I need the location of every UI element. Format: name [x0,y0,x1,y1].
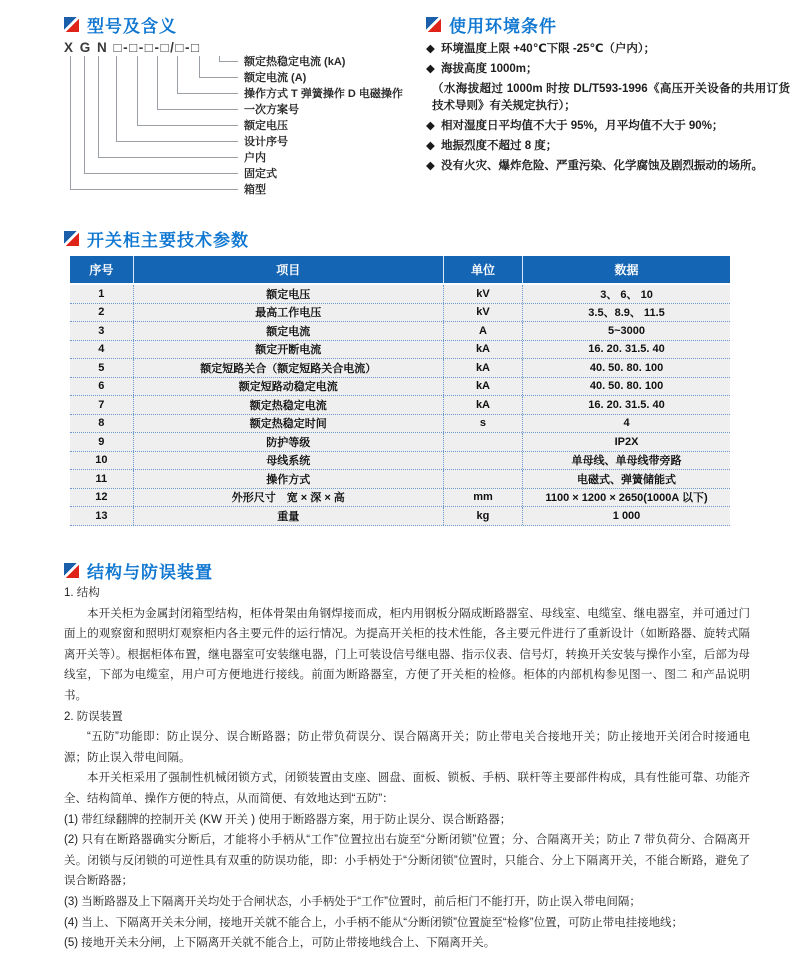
section-title-model [64,12,177,37]
cell-index: 10 [95,454,108,467]
env-condition-item: ◆ 没有火灾、爆炸危险、严重污染、化学腐蚀及剧烈振动的场所。 [426,158,790,175]
cell-unit: kV [443,285,522,303]
diamond-bullet-icon: ◆ [426,120,435,132]
header-unit: 单位 [443,256,522,283]
structure-list-item: (4) 当上、下隔离开关未分闸，接地开关就不能合上，小手柄不能从“分断闭锁”位置旋至“检修”位置，可防止带电挂接地线； [64,916,684,929]
structure-subheading: 2. 防误装置 [64,710,123,723]
diamond-bullet-icon: ◆ [426,140,435,152]
cell-item: 额定电流 [133,322,443,340]
env-condition-note: （水海拔超过 1000m 时按 DL/T593-1996《高压开关设备的共用订货技术导则》有关规定执行）； [432,83,790,112]
cell-index: 6 [98,380,105,393]
environment-conditions-list [426,41,790,178]
table-row [70,433,730,452]
table-body [70,285,730,526]
cell-unit: kV [443,304,522,322]
cell-index: 11 [95,472,108,485]
cell-data: 3.5、8.9、 11.5 [522,304,730,322]
section-title-text: 结构与防误装置 [87,563,213,582]
section-marker-icon [64,231,79,246]
env-condition-item: ◆ 相对湿度日平均值不大于 95%，月平均值不大于 90%； [426,118,790,135]
cell-data: 1 000 [522,507,730,525]
model-label: 箱型 [244,184,266,196]
cell-data: 16. 20. 31.5. 40 [522,396,730,414]
cell-data: 1100 × 1200 × 2650(1000A 以下) [522,489,730,507]
env-condition-item: ◆ 地振烈度不超过 8 度； [426,138,790,155]
cell-index: 5 [98,361,105,374]
diamond-bullet-icon: ◆ [426,160,435,172]
table-row [70,470,730,489]
table-row [70,341,730,360]
section-marker-icon [64,563,79,578]
cell-index: 12 [95,491,108,504]
model-label: 额定电流 (A) [244,72,307,84]
header-index: 序号 [89,263,114,277]
table-row [70,489,730,508]
model-code: X G N □-□-□-□/□-□ [64,40,201,55]
structure-subheading: 1. 结构 [64,587,100,599]
model-label: 额定电压 [244,120,288,132]
section-title-environment [426,12,557,37]
cell-unit [443,470,522,488]
cell-unit: kA [443,359,522,377]
env-condition-item: ◆ 海拔高度 1000m； [426,61,790,78]
cell-data: 5~3000 [522,322,730,340]
section-marker-icon [64,17,79,32]
cell-index: 9 [98,435,105,448]
cell-item: 最高工作电压 [133,304,443,322]
cell-item: 额定开断电流 [133,341,443,359]
cell-index: 7 [98,398,105,411]
section-title-text: 型号及含义 [87,17,177,36]
section-marker-icon [426,17,441,32]
structure-list-item: (1) 带红绿翻牌的控制开关 (KW 开关 ) 使用于断路器方案，用于防止误分、误合断路器； [64,813,512,826]
structure-paragraph: “五防”功能即：防止误分、误合断路器；防止带负荷误分、误合隔离开关；防止带电关合接地开关；防止接地开关闭合时接通电源；防止误入带电间隔。 [64,731,750,764]
cell-unit: kg [443,507,522,525]
structure-text-block [64,583,750,954]
cell-item: 外形尺寸 宽 × 深 × 高 [133,489,443,507]
cell-unit: mm [443,489,522,507]
section-title-text: 使用环境条件 [449,17,557,36]
model-label: 操作方式 T 弹簧操作 D 电磁操作 [244,88,403,100]
diamond-bullet-icon: ◆ [426,43,435,55]
structure-list-item: (2) 只有在断路器确实分断后，才能将小手柄从“工作”位置拉出右旋至“分断闭锁”位置；分、合隔离开关；防止 7 带负荷分、合隔离开关。闭锁与反闭锁的可逆性具有双重的防误功能，即：小手柄处于“分断闭锁”位置时，只能合、分上下隔离开关，不能合断路，避免了误合断路器； [64,834,750,888]
cell-item: 防护等级 [133,433,443,451]
structure-list-item: (5) 接地开关未分闸，上下隔离开关就不能合上，可防止带接地线合上、下隔离开关。 [64,937,496,950]
cell-data: 电磁式、弹簧储能式 [522,470,730,488]
table-row [70,507,730,526]
table-row [70,359,730,378]
env-condition-item: ◆ 环境温度上限 +40℃下限 -25℃（户内）； [426,41,790,58]
header-item: 项目 [133,256,443,283]
structure-list-item: (3) 当断路器及上下隔离开关均处于合闸状态，小手柄处于“工作”位置时，前后柜门不能打开，防止误入带电间隔； [64,895,641,908]
diamond-bullet-icon: ◆ [426,63,435,75]
cell-index: 8 [98,417,105,430]
cell-data: 3、 6、 10 [522,285,730,303]
table-row [70,452,730,471]
model-label: 设计序号 [244,136,288,148]
cell-unit [443,452,522,470]
cell-data: IP2X [522,433,730,451]
cell-data: 40. 50. 80. 100 [522,359,730,377]
structure-paragraph: 本开关柜为金属封闭箱型结构，柜体骨架由角钢焊接而成，柜内用钢板分隔成断路器室、母线室、电缆室、继电器室，并可通过门面上的观察窗和照明灯观察柜内各主要元件的运行情况。为提高开关柜的技术性能，各主要元件进行了重新设计（如断路器、旋转式隔离开关等）。根据柜体布置，继电器室可安装继电器，门上可装设信号继电器、指示仪表、信号灯，转换开关安装与操作小室，后部为母线室，下部为电缆室，用户可方便地进行接线。前面为断路器室，方便了开关柜的检修。柜体的内部机构参见图一、图二 和产品说明书。 [64,607,750,702]
cell-unit: A [443,322,522,340]
cell-item: 额定短路关合（额定短路关合电流） [133,359,443,377]
section-title-structure [64,558,213,583]
table-row [70,322,730,341]
cell-unit [443,433,522,451]
cell-item: 额定电压 [133,285,443,303]
table-row [70,396,730,415]
table-row [70,304,730,323]
cell-item: 额定热稳定电流 [133,396,443,414]
cell-data: 16. 20. 31.5. 40 [522,341,730,359]
cell-unit: kA [443,378,522,396]
cell-item: 母线系统 [133,452,443,470]
cell-data: 单母线、单母线带旁路 [522,452,730,470]
model-label: 一次方案号 [244,104,299,116]
cell-index: 13 [95,509,108,522]
cell-data: 40. 50. 80. 100 [522,378,730,396]
cell-index: 1 [98,287,105,300]
cell-index: 3 [98,324,105,337]
model-label: 户内 [244,152,266,164]
table-row [70,285,730,304]
structure-paragraph: 本开关柜采用了强制性机械闭锁方式，闭锁装置由支座、圆盘、面板、锁板、手柄、联杆等主要部件构成，具有性能可靠、功能齐全、结构简单、操作方便的特点，从而简便、有效地达到“五防”： [64,772,750,805]
cell-item: 操作方式 [133,470,443,488]
cell-data: 4 [522,415,730,433]
section-title-parameters [64,226,249,251]
model-label: 额定热稳定电流 (kA) [244,56,346,68]
cell-item: 额定热稳定时间 [133,415,443,433]
table-header-row [70,256,730,283]
table-row [70,415,730,434]
parameters-table [70,256,730,526]
cell-unit: s [443,415,522,433]
table-row [70,378,730,397]
cell-item: 重量 [133,507,443,525]
cell-item: 额定短路动稳定电流 [133,378,443,396]
cell-index: 2 [98,306,105,319]
cell-unit: kA [443,341,522,359]
model-label: 固定式 [244,168,277,180]
leader-line [70,56,238,190]
header-data: 数据 [522,256,730,283]
section-title-text: 开关柜主要技术参数 [87,231,249,250]
cell-unit: kA [443,396,522,414]
cell-index: 4 [98,343,105,356]
